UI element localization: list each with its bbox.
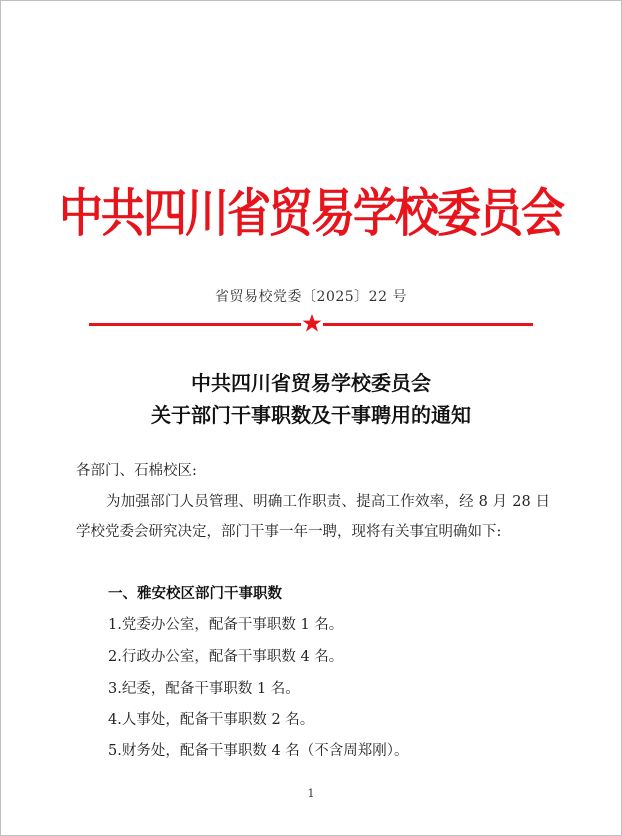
list-item: 4.人事处，配备干事职数 2 名。: [108, 712, 315, 728]
intro-paragraph: 为加强部门人员管理、明确工作职责、提高工作效率，经 8 月 28 日学校党委会研究决定，部门干事一年一聘，现将有关事宜明确如下:: [76, 494, 550, 540]
red-star-icon: [302, 313, 322, 333]
list-item: 3.纪委，配备干事职数 1 名。: [108, 681, 300, 697]
page-number: 1: [307, 787, 315, 800]
notice-title-line2: 关于部门干事职数及干事聘用的通知: [151, 403, 471, 427]
list-item: 5.财务处，配备干事职数 4 名（不含周郑刚）。: [108, 743, 409, 759]
list-item: 2.行政办公室，配备干事职数 4 名。: [108, 649, 344, 665]
section-heading: 一、雅安校区部门干事职数: [108, 586, 282, 602]
red-divider-right: [323, 323, 533, 326]
red-masthead: 中共四川省贸易学校委员会: [59, 183, 563, 245]
red-divider-left: [89, 323, 301, 326]
notice-title-line1: 中共四川省贸易学校委员会: [191, 371, 431, 395]
recipient-line: 各部门、石棉校区:: [76, 463, 197, 479]
list-item: 1.党委办公室，配备干事职数 1 名。: [108, 617, 344, 633]
document-number: 省贸易校党委〔2025〕22 号: [215, 289, 407, 305]
